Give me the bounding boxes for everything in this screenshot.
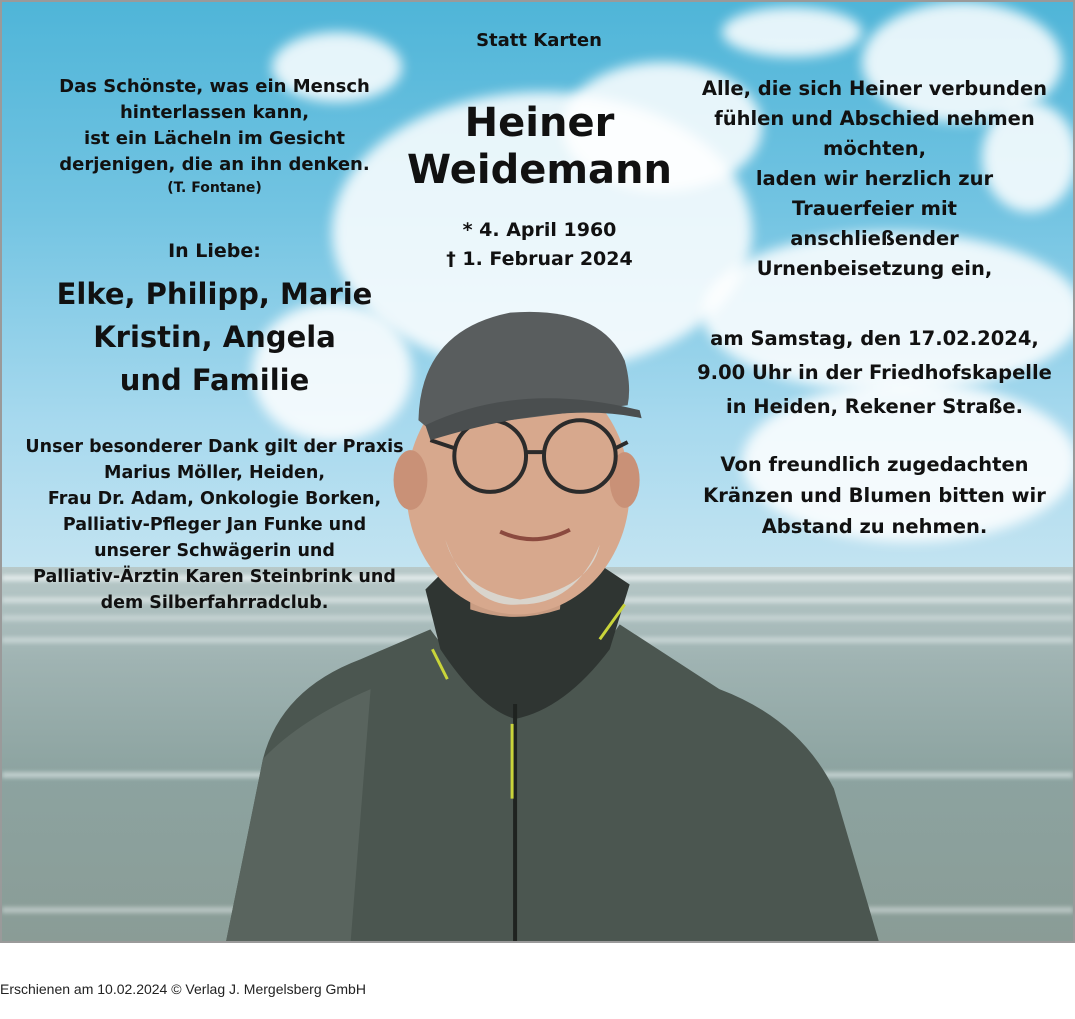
invitation-line: Urnenbeisetzung ein, [756, 257, 993, 280]
deceased-first-name: Heiner [464, 100, 615, 146]
quote-line: derjenigen, die an ihn denken. [59, 154, 370, 175]
flowers-line: Von freundlich zugedachten [720, 453, 1029, 476]
thanks-line: Unser besonderer Dank gilt der Praxis [25, 437, 404, 457]
birth-date: * 4. April 1960 [462, 219, 617, 241]
thanks-line: dem Silberfahrradclub. [100, 593, 329, 613]
thanks-line: unserer Schwägerin und [94, 541, 335, 561]
deceased-last-name: Weidemann [407, 147, 672, 193]
ceremony-line: am Samstag, den 17.02.2024, [710, 327, 1039, 350]
mourners-line: Elke, Philipp, Marie [56, 277, 373, 311]
invitation-line: laden wir herzlich zur [755, 167, 994, 190]
ceremony-line: 9.00 Uhr in der Friedhofskapelle [697, 361, 1052, 384]
thanks-line: Palliativ-Ärztin Karen Steinbrink und [33, 567, 396, 587]
deceased-name [372, 100, 707, 194]
ceremony-details [682, 322, 1067, 424]
invitation-line: fühlen und Abschied nehmen [714, 107, 1035, 130]
flowers-line: Abstand zu nehmen. [761, 515, 988, 538]
invitation-text [682, 74, 1067, 284]
mourners-names [32, 273, 397, 402]
thanks-line: Palliativ-Pfleger Jan Funke und [62, 515, 367, 535]
invitation-line: möchten, [823, 137, 926, 160]
quote-line: Das Schönste, was ein Mensch [59, 76, 370, 97]
life-dates [402, 216, 677, 274]
flowers-request [682, 449, 1067, 542]
quote-author: (T. Fontane) [167, 180, 262, 196]
in-liebe-label: In Liebe: [168, 240, 261, 262]
publication-footer: Erschienen am 10.02.2024 © Verlag J. Mergelsberg GmbH [0, 981, 366, 997]
mourners-line: Kristin, Angela [93, 320, 336, 354]
flowers-line: Kränzen und Blumen bitten wir [703, 484, 1046, 507]
ceremony-line: in Heiden, Rekener Straße. [725, 395, 1024, 418]
quote-line: hinterlassen kann, [119, 102, 310, 123]
memorial-quote [32, 74, 397, 198]
mourners-line: und Familie [119, 363, 310, 397]
invitation-line: Alle, die sich Heiner verbunden [701, 77, 1048, 100]
quote-line: ist ein Lächeln im Gesicht [84, 128, 345, 149]
thanks-line: Frau Dr. Adam, Onkologie Borken, [47, 489, 382, 509]
invitation-line: Trauerfeier mit [791, 197, 957, 220]
thanks-line: Marius Möller, Heiden, [104, 463, 325, 483]
invitation-line: anschließender [790, 227, 959, 250]
statt-karten-label: Statt Karten [476, 30, 602, 51]
thanks-text [22, 434, 407, 616]
death-date: † 1. Februar 2024 [446, 248, 633, 270]
